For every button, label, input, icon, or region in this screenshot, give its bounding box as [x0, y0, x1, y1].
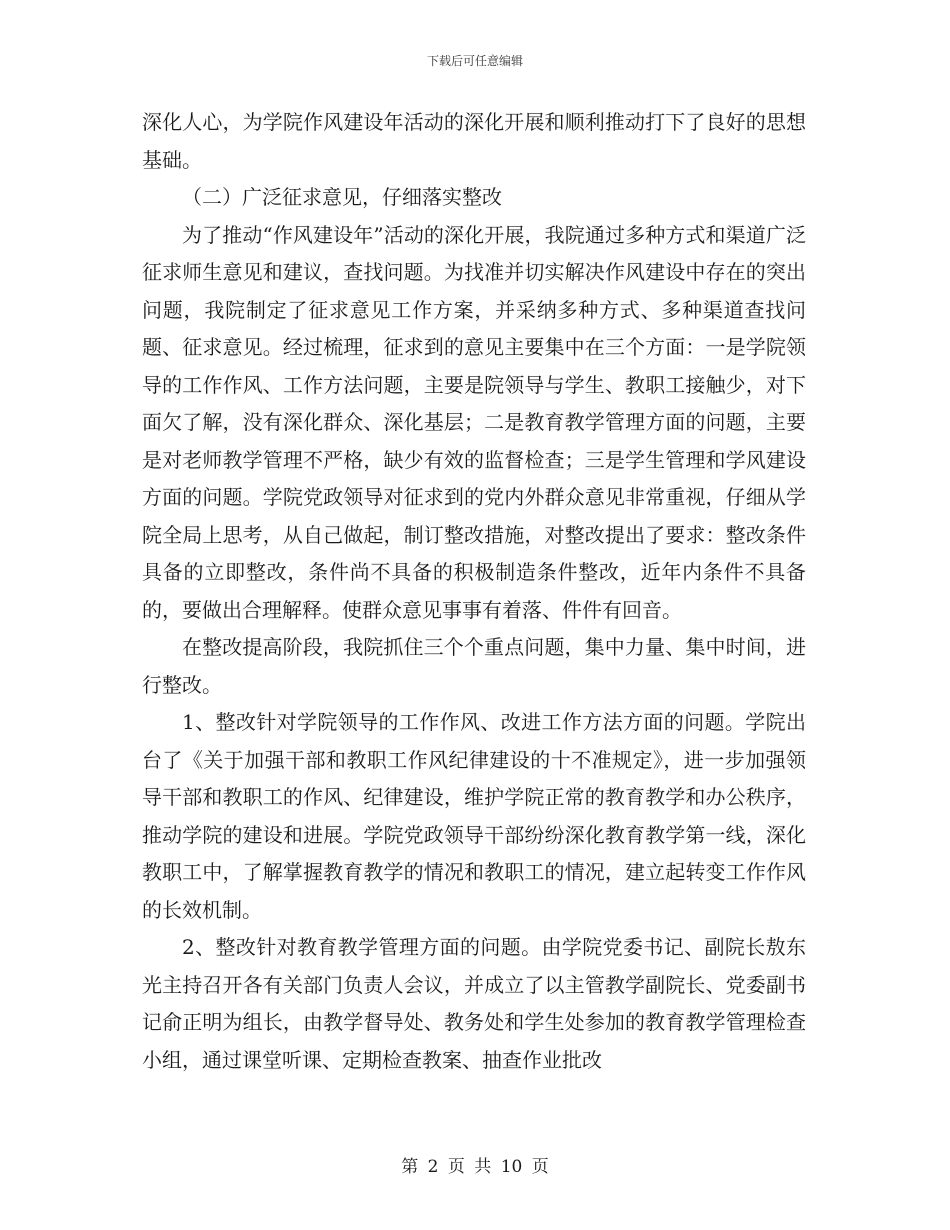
- paragraph-item-1: 1、整改针对学院领导的工作作风、改进工作方法方面的问题。学院出台了《关于加强干部和教职工作风纪律建设的十不准规定》，进一步加强领导干部和教职工的作风、纪律建设，维护学院正常的教育教学和办公秩序，推动学院的建设和进展。学院党政领导干部纷纷深化教育教学第一线，深化教职工中，了解掌握教育教学的情况和教职工的情况，建立起转变工作作风的长效机制。: [142, 710, 806, 922]
- document-body: [142, 104, 806, 1079]
- page-header: 下载后可任意编辑: [426, 54, 523, 68]
- paragraph-item-2: 2、整改针对教育教学管理方面的问题。由学院党委书记、副院长敖东光主持召开各有关部门负责人会议，并成立了以主管教学副院长、党委副书记俞正明为组长，由教学督导处、教务处和学生处参加的教育教学管理检查小组，通过课堂听课、定期检查教案、抽查作业批改: [142, 935, 806, 1072]
- section-heading: （二）广泛征求意见，仔细落实整改: [182, 185, 502, 209]
- paragraph-continuation: 深化人心，为学院作风建设年活动的深化开展和顺利推动打下了良好的思想基础。: [142, 110, 806, 172]
- paragraph-opinions: 为了推动“作风建设年”活动的深化开展，我院通过多种方式和渠道广泛征求师生意见和建议，查找问题。为找准并切实解决作风建设中存在的突出问题，我院制定了征求意见工作方案，并采纳多种方式、多种渠道查找问题、征求意见。经过梳理，征求到的意见主要集中在三个方面：一是学院领导的工作作风、工作方法问题，主要是院领导与学生、教职工接触少，对下面欠了解，没有深化群众、深化基层；二是教育教学管理方面的问题，主要是对老师教学管理不严格，缺少有效的监督检查；三是学生管理和学风建设方面的问题。学院党政领导对征求到的党内外群众意见非常重视，仔细从学院全局上思考，从自己做起，制订整改措施，对整改提出了要求：整改条件具备的立即整改，条件尚不具备的积极制造条件整改，近年内条件不具备的，要做出合理解释。使群众意见事事有着落、件件有回音。: [142, 222, 806, 622]
- paragraph-rectification: 在整改提高阶段，我院抓住三个个重点问题，集中力量、集中时间，进行整改。: [142, 635, 806, 697]
- page-number: 第 2 页 共 10 页: [401, 1157, 549, 1177]
